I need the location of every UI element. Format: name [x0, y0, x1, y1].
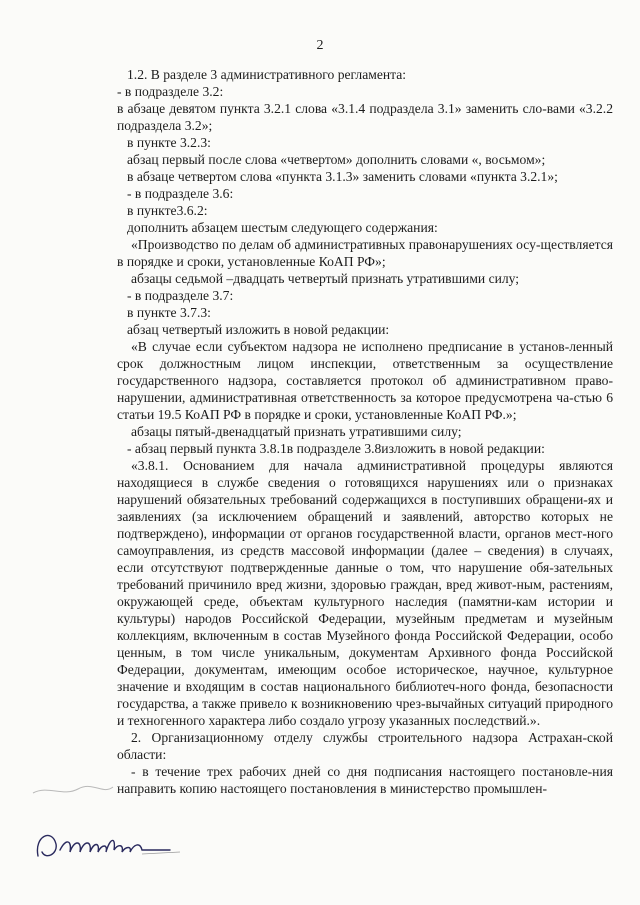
paragraph-3-8-1: - абзац первый пункта 3.8.1в подразделе 3.8изложить в новой редакции: [127, 441, 545, 456]
point-3-2-3: в пункте 3.2.3: [127, 135, 211, 150]
point-3-6-2: в пункте3.6.2: [127, 203, 208, 218]
paragraph-first-amend: абзац первый после слова «четвертом» дополнить словами «, восьмом»; [127, 152, 546, 167]
point-3-7-3: в пункте 3.7.3: [127, 305, 211, 320]
paragraph-1-2: 1.2. В разделе 3 административного регламента: [127, 67, 407, 82]
page-number: 2 [316, 38, 324, 53]
scan-mark [28, 775, 118, 805]
paragraph-3-2-1: в абзаце девятом пункта 3.2.1 слова «3.1.4 подраздела 3.1» заменить сло-вами «3.2.2 подраздела 3.2»; [117, 101, 613, 133]
quote-protocol: «В случае если субъектом надзора не исполнено предписание в установ-ленный срок должностным лицом инспекции, ответственным за осуществление государственного надзора, составляется протокол об административном право-нарушении, административная ответственность за которое предусмотрена ча-стью 6 статьи 19.5 КоАП РФ в порядке и сроки, установленные КоАП РФ.»; [117, 339, 613, 422]
subsection-3-2: - в подразделе 3.2: [117, 84, 224, 99]
handwritten-signature [30, 816, 190, 876]
paragraph-fourth-new: абзац четвертый изложить в новой редакции: [127, 322, 390, 337]
paragraph-fourth-amend: в абзаце четвертом слова «пункта 3.1.3» заменить словами «пункта 3.2.1»; [127, 169, 558, 184]
subsection-3-7: - в подразделе 3.7: [127, 288, 234, 303]
paragraph-copy: - в течение трех рабочих дней со дня подписания настоящего постановле-ния направить копию настоящего постановления в министерство промышлен- [117, 764, 613, 796]
quote-3-8-1: «3.8.1. Основанием для начала административной процедуры являются находящиеся в службе сведения о готовящихся нарушениях или о признаках нарушений обязательных требований содержащихся в поступивших обращени-ях и заявлениях (за исключением обращений и заявлений, авторство которых не подтверждено), информации от органов государственной власти, органов мест-ного самоуправления, из средств массовой информации (далее – сведения) в случаях, если отсутствуют подтвержденные данные о том, что нарушение обя-зательных требований причинило вред жизни, здоровью граждан, вред живот-ным, растениям, окружающей среде, объектам культурного наследия (памятни-кам истории и культуры) народов Российской Федерации, музейным предметам и музейным коллекциям, включенным в состав Музейного фонда Российской Федерации, особо ценным, в том числе уникальным, документам Архивного фонда Российской Федерации, документам, имеющим особое историческое, научное, культурное значение и входящим в состав национального библиотеч-ного фонда, безопасности государства, а также привело к возникновению чрез-вычайных ситуаций природного и техногенного характера либо создало угрозу указанных последствий.». [117, 458, 613, 728]
quote-koap: «Производство по делам об административных правонарушениях осу-ществляется в порядке и сроки, установленные КоАП РФ»; [117, 237, 613, 269]
paragraph-2-org: 2. Организационному отделу службы строительного надзора Астрахан-ской области: [117, 730, 613, 762]
paragraphs-void-2: абзацы пятый-двенадцатый признать утратившими силу; [131, 424, 462, 439]
subsection-3-6: - в подразделе 3.6: [127, 186, 234, 201]
add-paragraph-sixth: дополнить абзацем шестым следующего содержания: [127, 220, 438, 235]
paragraphs-void-1: абзацы седьмой –двадцать четвертый признать утратившими силу; [131, 271, 520, 286]
document-body [117, 66, 613, 797]
